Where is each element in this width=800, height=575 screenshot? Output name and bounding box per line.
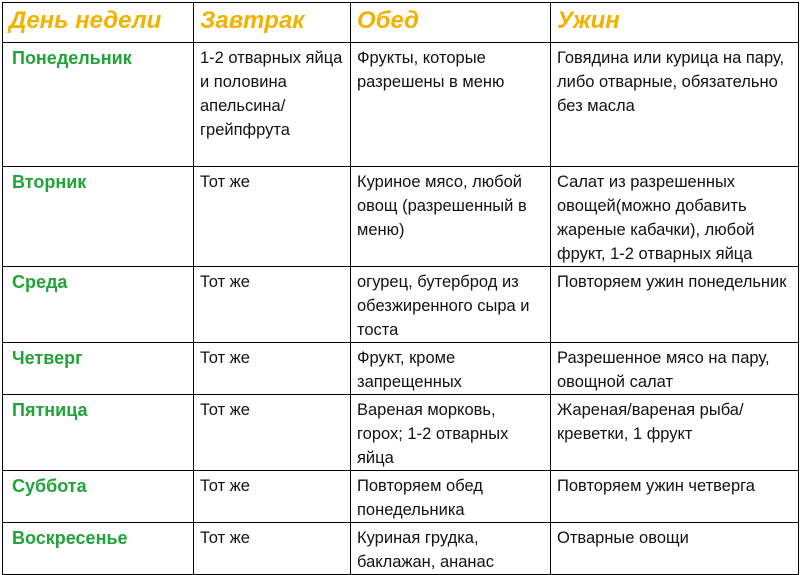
header-breakfast: Завтрак [194,3,351,43]
lunch-cell: Фрукты, которые разрешены в меню [351,43,551,167]
day-cell: Пятница [3,395,194,471]
weekly-diet-table [2,2,799,575]
table-row [3,523,799,575]
table-row [3,43,799,167]
dinner-cell: Жареная/вареная рыба/креветки, 1 фрукт [551,395,799,471]
dinner-cell: Говядина или курица на пару, либо отварные, обязательно без масла [551,43,799,167]
table-row [3,395,799,471]
breakfast-cell: Тот же [194,167,351,267]
dinner-cell: Повторяем ужин четверга [551,471,799,523]
lunch-cell: Куриная грудка, баклажан, ананас [351,523,551,575]
dinner-cell: Повторяем ужин понедельник [551,267,799,343]
table-row [3,267,799,343]
header-lunch: Обед [351,3,551,43]
day-cell: Среда [3,267,194,343]
breakfast-cell: Тот же [194,267,351,343]
lunch-cell: огурец, бутерброд из обезжиренного сыра и тоста [351,267,551,343]
table-row [3,343,799,395]
lunch-cell: Куриное мясо, любой овощ (разрешенный в меню) [351,167,551,267]
dinner-cell: Отварные овощи [551,523,799,575]
header-dinner: Ужин [551,3,799,43]
lunch-cell: Фрукт, кроме запрещенных [351,343,551,395]
breakfast-cell: Тот же [194,395,351,471]
dinner-cell: Салат из разрешенных овощей(можно добавить жареные кабачки), любой фрукт, 1-2 отварных яйца [551,167,799,267]
dinner-cell: Разрешенное мясо на пару, овощной салат [551,343,799,395]
day-cell: Суббота [3,471,194,523]
breakfast-cell: Тот же [194,343,351,395]
day-cell: Вторник [3,167,194,267]
breakfast-cell: Тот же [194,471,351,523]
header-row [3,3,799,43]
table-row [3,167,799,267]
day-cell: Воскресенье [3,523,194,575]
breakfast-cell: Тот же [194,523,351,575]
day-cell: Четверг [3,343,194,395]
lunch-cell: Повторяем обед понедельника [351,471,551,523]
lunch-cell: Вареная морковь, горох; 1-2 отварных яйца [351,395,551,471]
table-row [3,471,799,523]
header-day: День недели [3,3,194,43]
day-cell: Понедельник [3,43,194,167]
breakfast-cell: 1-2 отварных яйца и половина апельсина/грейпфрута [194,43,351,167]
